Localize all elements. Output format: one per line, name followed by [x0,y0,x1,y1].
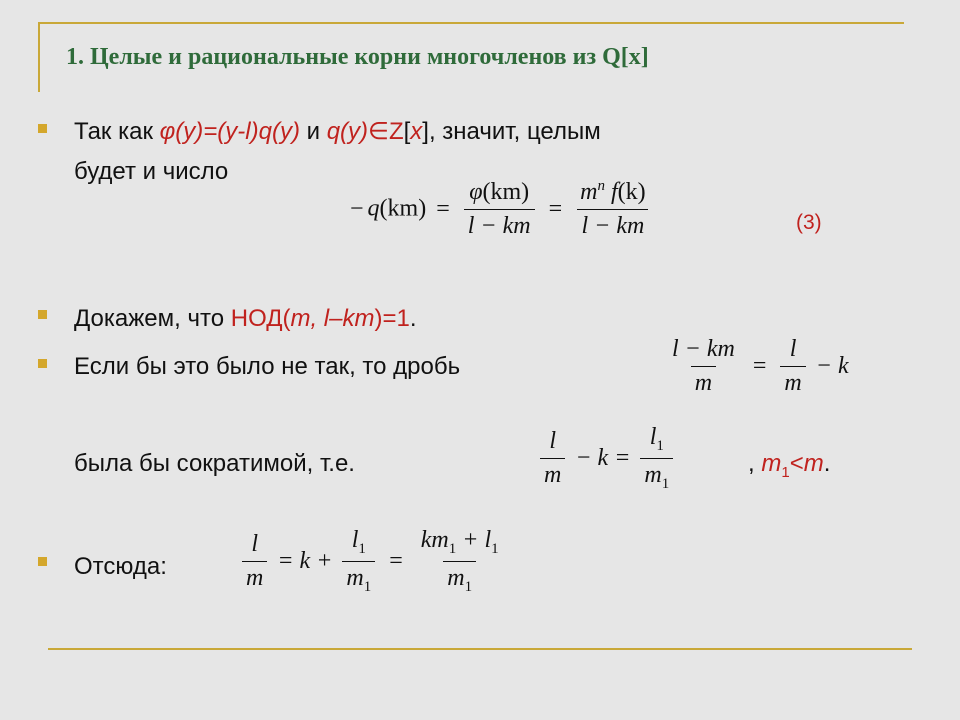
eq5-den-1: m [540,458,565,489]
eq4-minus-k: − k [815,353,849,379]
gcd-close: )=1 [374,305,410,332]
eq5-den-2: m [644,461,662,488]
eq3-den-1: l − km [464,209,535,240]
eq3-den-2: l − km [577,209,648,240]
z-ring: Z [388,118,404,145]
bullet-marker-3 [38,359,47,368]
equation-number-3: (3) [796,211,822,234]
bracket-open: [ [403,118,411,145]
bullet-4-line: Отсюда: [74,553,167,580]
eq6-den3-sub: 1 [464,578,473,595]
bullet-1-text-a: Так как [74,118,160,145]
eq5-num-sub: 1 [656,437,664,454]
eq4-num-2: l [789,336,797,362]
eq6-l-sub: 1 [491,540,499,557]
eq4-fraction-2 [780,336,805,397]
eq3-q: q [367,195,380,222]
eq4-num-1: l − km [672,336,735,362]
tail-less-than: < [789,450,804,477]
frame-bottom [48,648,912,650]
eq6-den-1: m [242,561,267,592]
eq3-f: f [611,179,618,205]
eq3-m: m [580,179,598,205]
x-variable: x [410,118,423,145]
eq4-equals: = [752,353,767,379]
eq6-den-3: m [447,564,465,591]
eq3-n: n [597,178,605,194]
eq6-middle: = k + [277,547,333,574]
eq6-plus-l: + l [462,527,492,553]
element-of-symbol: ∈ [368,118,389,145]
eq6-num-2: l [351,527,359,553]
eq5-fraction-1 [540,428,565,489]
bullet-1-line-2: будет и число [74,158,229,185]
eq6-fraction-3 [417,527,503,596]
eq3-km: (km) [379,195,427,222]
eq4-den-2: m [780,366,805,397]
tail-comma: , [748,450,762,477]
tail-m: m [803,450,824,477]
gcd-open: НОД( [230,305,291,332]
eq6-den2-sub: 1 [363,578,372,595]
tail-dot: . [823,450,831,477]
eq6-equals: = [389,547,403,574]
equation-3 [346,178,654,240]
eq5-middle: − k = [575,444,631,471]
bullet-marker-1 [38,124,47,133]
eq3-equals-2: = [548,195,563,222]
eq6-num2-sub: 1 [358,540,366,557]
slide-title: 1. Целые и рациональные корни многочленов из Q[x] [66,44,649,70]
bullet-1-text-b: и [299,118,327,145]
bullet-3-tail [748,446,830,491]
eq4-den-1: m [691,366,716,397]
eq3-km-num: (km) [482,178,530,205]
tail-sub: 1 [781,463,790,481]
frame-left [38,22,40,92]
bullet-marker-2 [38,310,47,319]
eq3-k: (k) [617,179,646,205]
eq5-num-2: l [649,424,657,450]
bullet-marker-4 [38,557,47,566]
bullet-3-line-2: была бы сократимой, т.е. [74,450,355,477]
eq6-km: km [420,527,449,553]
bullet-1-line-1 [74,114,601,150]
eq6-km-sub: 1 [448,540,457,557]
eq5-num-1: l [549,427,556,454]
gcd-args: m, l–km [290,305,375,332]
bullet-1-text-c: ], значит, целым [422,118,601,145]
eq6-fraction-1 [242,531,267,592]
eq6-fraction-2 [342,527,375,596]
eq5-fraction-2 [640,424,673,493]
eq3-equals-1: = [436,195,450,222]
eq3-minus: − [350,195,364,222]
eq6-num-1: l [251,530,258,557]
phi-expression: φ(y)=(y-l)q(y) [159,118,300,145]
bullet-2-text: Докажем, что [74,305,231,332]
bullet-2-dot: . [409,305,417,332]
equation-4 [664,336,849,397]
bullet-2-line [74,301,416,337]
tail-m1: m [761,450,782,477]
eq5-den-sub: 1 [661,475,670,492]
bullet-3-line-1: Если бы это было не так, то дробь [74,353,461,380]
equation-5 [536,424,677,493]
eq3-fraction-1 [464,179,535,240]
q-expression: q(y) [326,118,369,145]
eq4-fraction-1 [668,336,739,397]
eq6-den-2: m [346,564,364,591]
eq3-phi: φ [469,178,483,205]
frame-top [38,22,904,24]
equation-6 [238,527,507,596]
eq3-fraction-2 [576,178,650,240]
